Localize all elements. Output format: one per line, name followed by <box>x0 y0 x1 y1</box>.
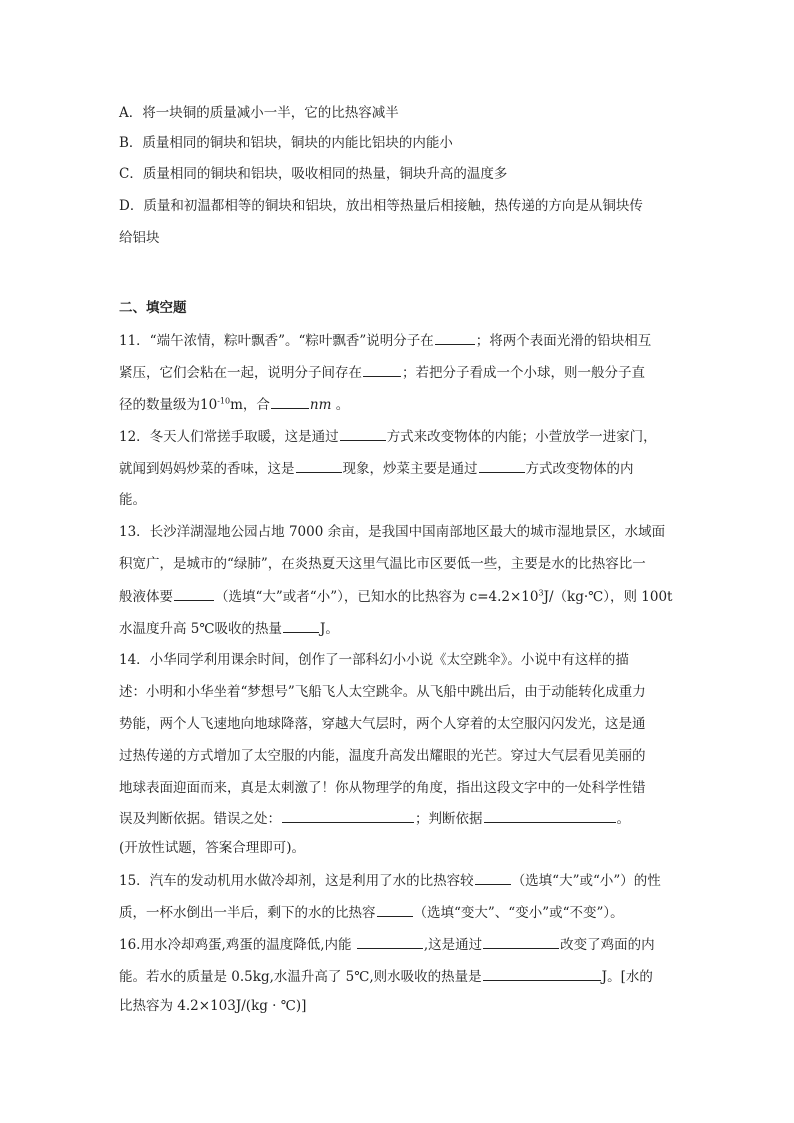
q13-text: 水温度升高 5℃吸收的热量 <box>119 621 282 637</box>
q11-text: 紧压，它们会粘在一起，说明分子间存在 <box>119 365 362 381</box>
q15-text: 15．汽车的发动机用水做冷却剂，这是利用了水的比热容较 <box>119 873 474 889</box>
q13-text: （选填“大”或者“小”），已知水的比热容为 c=4.2×10 <box>215 589 539 605</box>
q15-line1 <box>119 870 661 891</box>
q11-line2 <box>119 362 645 383</box>
answer-blank[interactable] <box>475 870 511 885</box>
answer-blank[interactable] <box>283 618 319 633</box>
q13-text: J/（kg·℃），则 100t <box>543 589 673 605</box>
q11-text: 径的数量级为10 <box>119 397 218 413</box>
q15-text: （选填“大”或“小”）的性 <box>511 873 661 889</box>
q13-line4 <box>119 618 339 639</box>
q16-text: 能。若水的质量是 0.5kg,水温升高了 5℃,则水吸收的热量是 <box>119 969 482 985</box>
q12-line1 <box>119 426 657 447</box>
section-title: 二、填空题 <box>119 300 187 316</box>
option-d-line2: 给铝块 <box>119 230 160 246</box>
q14-line3: 势能，两个人飞速地向地球降落，穿越大气层时，两个人穿着的太空服闪闪发光，这是通 <box>119 716 646 732</box>
q12-text: 现象，炒菜主要是通过 <box>342 461 478 477</box>
q15-text: （选填“变大”、“变小”或“不变”）。 <box>413 905 624 921</box>
q11-line3 <box>119 394 349 415</box>
q11-text: 11．“端午浓情，粽叶飘香”。“粽叶飘香”说明分子在 <box>119 333 434 349</box>
answer-blank[interactable] <box>435 330 475 345</box>
q12-text: 方式改变物体的内 <box>525 461 634 477</box>
q16-line3: 比热容为 4.2×103J/(kg · ℃)] <box>119 998 307 1014</box>
answer-blank[interactable] <box>363 362 401 377</box>
q13-line3 <box>119 586 673 607</box>
answer-blank[interactable] <box>357 934 423 949</box>
q15-text: 质，一杯水倒出一半后，剩下的水的比热容 <box>119 905 376 921</box>
q14-line6 <box>119 808 630 829</box>
q14-line1: 14．小华同学利用课余时间，创作了一部科幻小小说《太空跳伞》。小说中有这样的描 <box>119 652 629 668</box>
answer-blank[interactable] <box>377 902 413 917</box>
q14-line2: 述：小明和小华坐着“梦想号”飞船飞人太空跳伞。从飞船中跳出后，由于动能转化成重力 <box>119 684 646 700</box>
q14-text: 。 <box>616 811 630 827</box>
q11-text: m，合 <box>230 397 270 413</box>
answer-blank[interactable] <box>340 426 386 441</box>
q14-text: ；判断依据 <box>415 811 483 827</box>
option-c: C．质量相同的铜块和铝块，吸收相同的热量，铜块升高的温度多 <box>119 166 508 182</box>
q11-text: 。 <box>335 397 350 413</box>
q11-text: ；将两个表面光滑的铅块相互 <box>475 333 652 349</box>
q16-text: J。[水的 <box>601 969 653 985</box>
q16-text: 16.用水冷却鸡蛋,鸡蛋的温度降低,内能 <box>119 937 352 953</box>
q16-text: 改变了鸡面的内 <box>560 937 655 953</box>
answer-blank[interactable] <box>282 808 414 823</box>
q16-line2 <box>119 966 653 987</box>
answer-blank[interactable] <box>483 934 559 949</box>
q13-text: 般液体要 <box>119 589 173 605</box>
q12-text: 方式来改变物体的内能；小萱放学一进家门， <box>386 429 657 445</box>
option-b: B．质量相同的铜块和铝块，铜块的内能比铝块的内能小 <box>119 135 453 151</box>
q13-line2: 积宽广，是城市的“绿肺”，在炎热夏天这里气温比市区要低一些，主要是水的比热容比一 <box>119 556 646 572</box>
q11-line1 <box>119 330 651 351</box>
q15-line2 <box>119 902 624 923</box>
q16-text: ,这是通过 <box>423 937 483 953</box>
exponent: 3 <box>538 588 544 598</box>
answer-blank[interactable] <box>484 808 616 823</box>
q12-text: 12．冬天人们常搓手取暖，这是通过 <box>119 429 339 445</box>
q16-line1 <box>119 934 655 955</box>
q12-line3: 能。 <box>119 492 146 508</box>
q12-text: 就闻到妈妈炒菜的香味，这是 <box>119 461 295 477</box>
q14-text: 误及判断依据。错误之处： <box>119 811 281 827</box>
option-d-line1: D．质量和初温都相等的铜块和铝块，放出相等热量后相接触，热传递的方向是从铜块传 <box>119 198 643 214</box>
q12-line2 <box>119 458 634 479</box>
answer-blank[interactable] <box>479 458 525 473</box>
option-a: A．将一块铜的质量减小一半，它的比热容减半 <box>119 105 399 121</box>
unit-nm: nm <box>309 397 332 413</box>
q14-line4: 过热传递的方式增加了太空服的内能，温度升高发出耀眼的光芒。穿过大气层看见美丽的 <box>119 748 646 764</box>
exponent: -10 <box>217 396 231 406</box>
q11-text: ；若把分子看成一个小球，则一般分子直 <box>402 365 645 381</box>
answer-blank[interactable] <box>174 586 214 601</box>
answer-blank[interactable] <box>271 394 309 409</box>
q14-line7: (开放性试题，答案合理即可)。 <box>119 840 306 856</box>
answer-blank[interactable] <box>483 966 601 981</box>
answer-blank[interactable] <box>296 458 342 473</box>
q14-line5: 地球表面迎面而来，真是太刺激了！你从物理学的角度，指出这段文字中的一处科学性错 <box>119 780 646 796</box>
q13-text: J。 <box>319 621 339 637</box>
q13-line1: 13．长沙洋湖湿地公园占地 7000 余亩，是我国中国南部地区最大的城市湿地景区，水域面 <box>119 524 666 540</box>
